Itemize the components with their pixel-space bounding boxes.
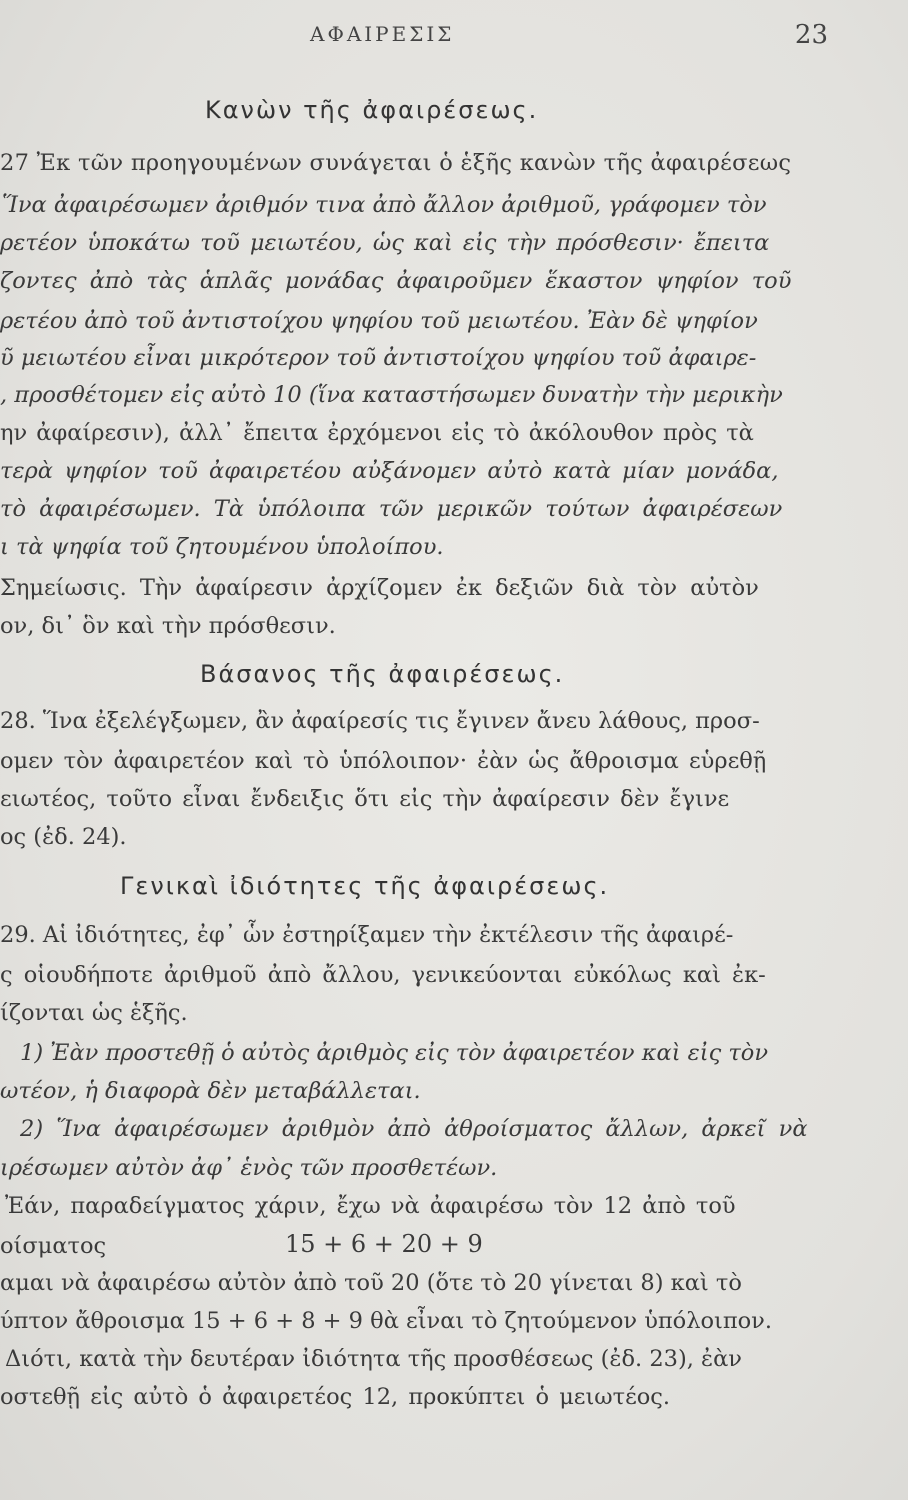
heading-check: Βάσανος τῆς ἀφαιρέσεως. [200, 660, 565, 688]
text-line: ζοντες ἀπὸ τὰς ἁπλᾶς μονάδας ἀφαιροῦμεν ἕκαστον ψηφίον τοῦ [0, 268, 792, 294]
text-line: ος (ἐδ. 24). [0, 824, 127, 850]
text-line: ομεν τὸν ἀφαιρετέον καὶ τὸ ὑπόλοιπον· ἐὰν ὡς ἄθροισμα εὑρεθῇ [0, 748, 767, 774]
text-line: , προσθέτομεν εἰς αὐτὸ 10 (ἵνα καταστήσωμεν δυνατὴν τὴν μερικὴν [0, 382, 783, 408]
heading-rule: Κανὼν τῆς ἀφαιρέσεως. [205, 96, 539, 124]
formula: 15 + 6 + 20 + 9 [285, 1230, 483, 1258]
text-line: ρετέου ἀπὸ τοῦ ἀντιστοίχου ψηφίου τοῦ μειωτέου. Ἐὰν δὲ ψηφίον [0, 308, 758, 334]
text-line: 1) Ἐὰν προστεθῇ ὁ αὐτὸς ἀριθμὸς εἰς τὸν ἀφαιρετέον καὶ εἰς τὸν [20, 1040, 768, 1066]
text-line: ς οἱουδήποτε ἀριθμοῦ ἀπὸ ἄλλου, γενικεύονται εὐκόλως καὶ ἐκ- [0, 962, 766, 988]
text-line: τερὰ ψηφίον τοῦ ἀφαιρετέου αὐξάνομεν αὐτὸ κατὰ μίαν μονάδα, [0, 458, 779, 484]
heading-general: Γενικαὶ ἰδιότητες τῆς ἀφαιρέσεως. [120, 872, 610, 900]
text-line: 2) Ἵνα ἀφαιρέσωμεν ἀριθμὸν ἀπὸ ἀθροίσματος ἄλλων, ἀρκεῖ νὰ [20, 1116, 808, 1142]
text-line: ίζονται ὡς ἑξῆς. [0, 1000, 188, 1026]
text-line: ειωτέος, τοῦτο εἶναι ἔνδειξις ὅτι εἰς τὴν ἀφαίρεσιν δὲν ἔγινε [0, 786, 730, 812]
text-line: ύπτον ἄθροισμα 15 + 6 + 8 + 9 θὰ εἶναι τὸ ζητούμενον ὑπόλοιπον. [0, 1308, 772, 1334]
text-line: οίσματος [0, 1233, 107, 1259]
text-line: 28. Ἵνα ἐξελέγξωμεν, ἂν ἀφαίρεσίς τις ἔγινεν ἄνευ λάθους, προσ- [0, 708, 760, 734]
text-line: αμαι νὰ ἀφαιρέσω αὐτὸν ἀπὸ τοῦ 20 (ὅτε τὸ 20 γίνεται 8) καὶ τὸ [0, 1270, 742, 1296]
text-line: ην ἀφαίρεσιν), ἀλλ᾽ ἔπειτα ἐρχόμενοι εἰς τὸ ἀκόλουθον πρὸς τὰ [0, 420, 754, 446]
text-line: ον, δι᾽ ὃν καὶ τὴν πρόσθεσιν. [0, 613, 336, 639]
text-line: Ἵνα ἀφαιρέσωμεν ἀριθμόν τινα ἀπὸ ἄλλον ἀριθμοῦ, γράφομεν τὸν [2, 192, 767, 218]
text-line: ιρέσωμεν αὐτὸν ἀφ᾽ ἑνὸς τῶν προσθετέων. [0, 1155, 498, 1181]
text-line: ι τὰ ψηφία τοῦ ζητουμένου ὑπολοίπου. [0, 534, 444, 560]
text-line: ωτέον, ἡ διαφορὰ δὲν μεταβάλλεται. [0, 1078, 421, 1104]
text-line: τὸ ἀφαιρέσωμεν. Τὰ ὑπόλοιπα τῶν μερικῶν τούτων ἀφαιρέσεων [0, 496, 783, 522]
text-line: 27 Ἐκ τῶν προηγουμένων συνάγεται ὁ ἑξῆς κανὼν τῆς ἀφαιρέσεως [0, 150, 792, 176]
text-line: Σημείωσις. Τὴν ἀφαίρεσιν ἀρχίζομεν ἐκ δεξιῶν διὰ τὸν αὐτὸν [0, 575, 759, 601]
page-number: 23 [794, 20, 828, 50]
text-line: 29. Αἱ ἰδιότητες, ἐφ᾽ ὧν ἐστηρίξαμεν τὴν ἐκτέλεσιν τῆς ἀφαιρέ- [0, 922, 734, 948]
text-line: ῦ μειωτέου εἶναι μικρότερον τοῦ ἀντιστοίχου ψηφίου τοῦ ἀφαιρε- [0, 345, 757, 371]
text-line: Ἐάν, παραδείγματος χάριν, ἔχω νὰ ἀφαιρέσω τὸν 12 ἀπὸ τοῦ [5, 1193, 736, 1219]
text-line: οστεθῇ εἰς αὐτὸ ὁ ἀφαιρετέος 12, προκύπτει ὁ μειωτέος. [0, 1384, 671, 1410]
text-line: ρετέον ὑποκάτω τοῦ μειωτέου, ὡς καὶ εἰς τὴν πρόσθεσιν· ἔπειτα [0, 230, 770, 256]
running-title: ΑΦΑΙΡΕΣΙΣ [310, 22, 455, 46]
text-line: Διότι, κατὰ τὴν δευτέραν ἰδιότητα τῆς προσθέσεως (ἐδ. 23), ἐὰν [5, 1346, 742, 1372]
